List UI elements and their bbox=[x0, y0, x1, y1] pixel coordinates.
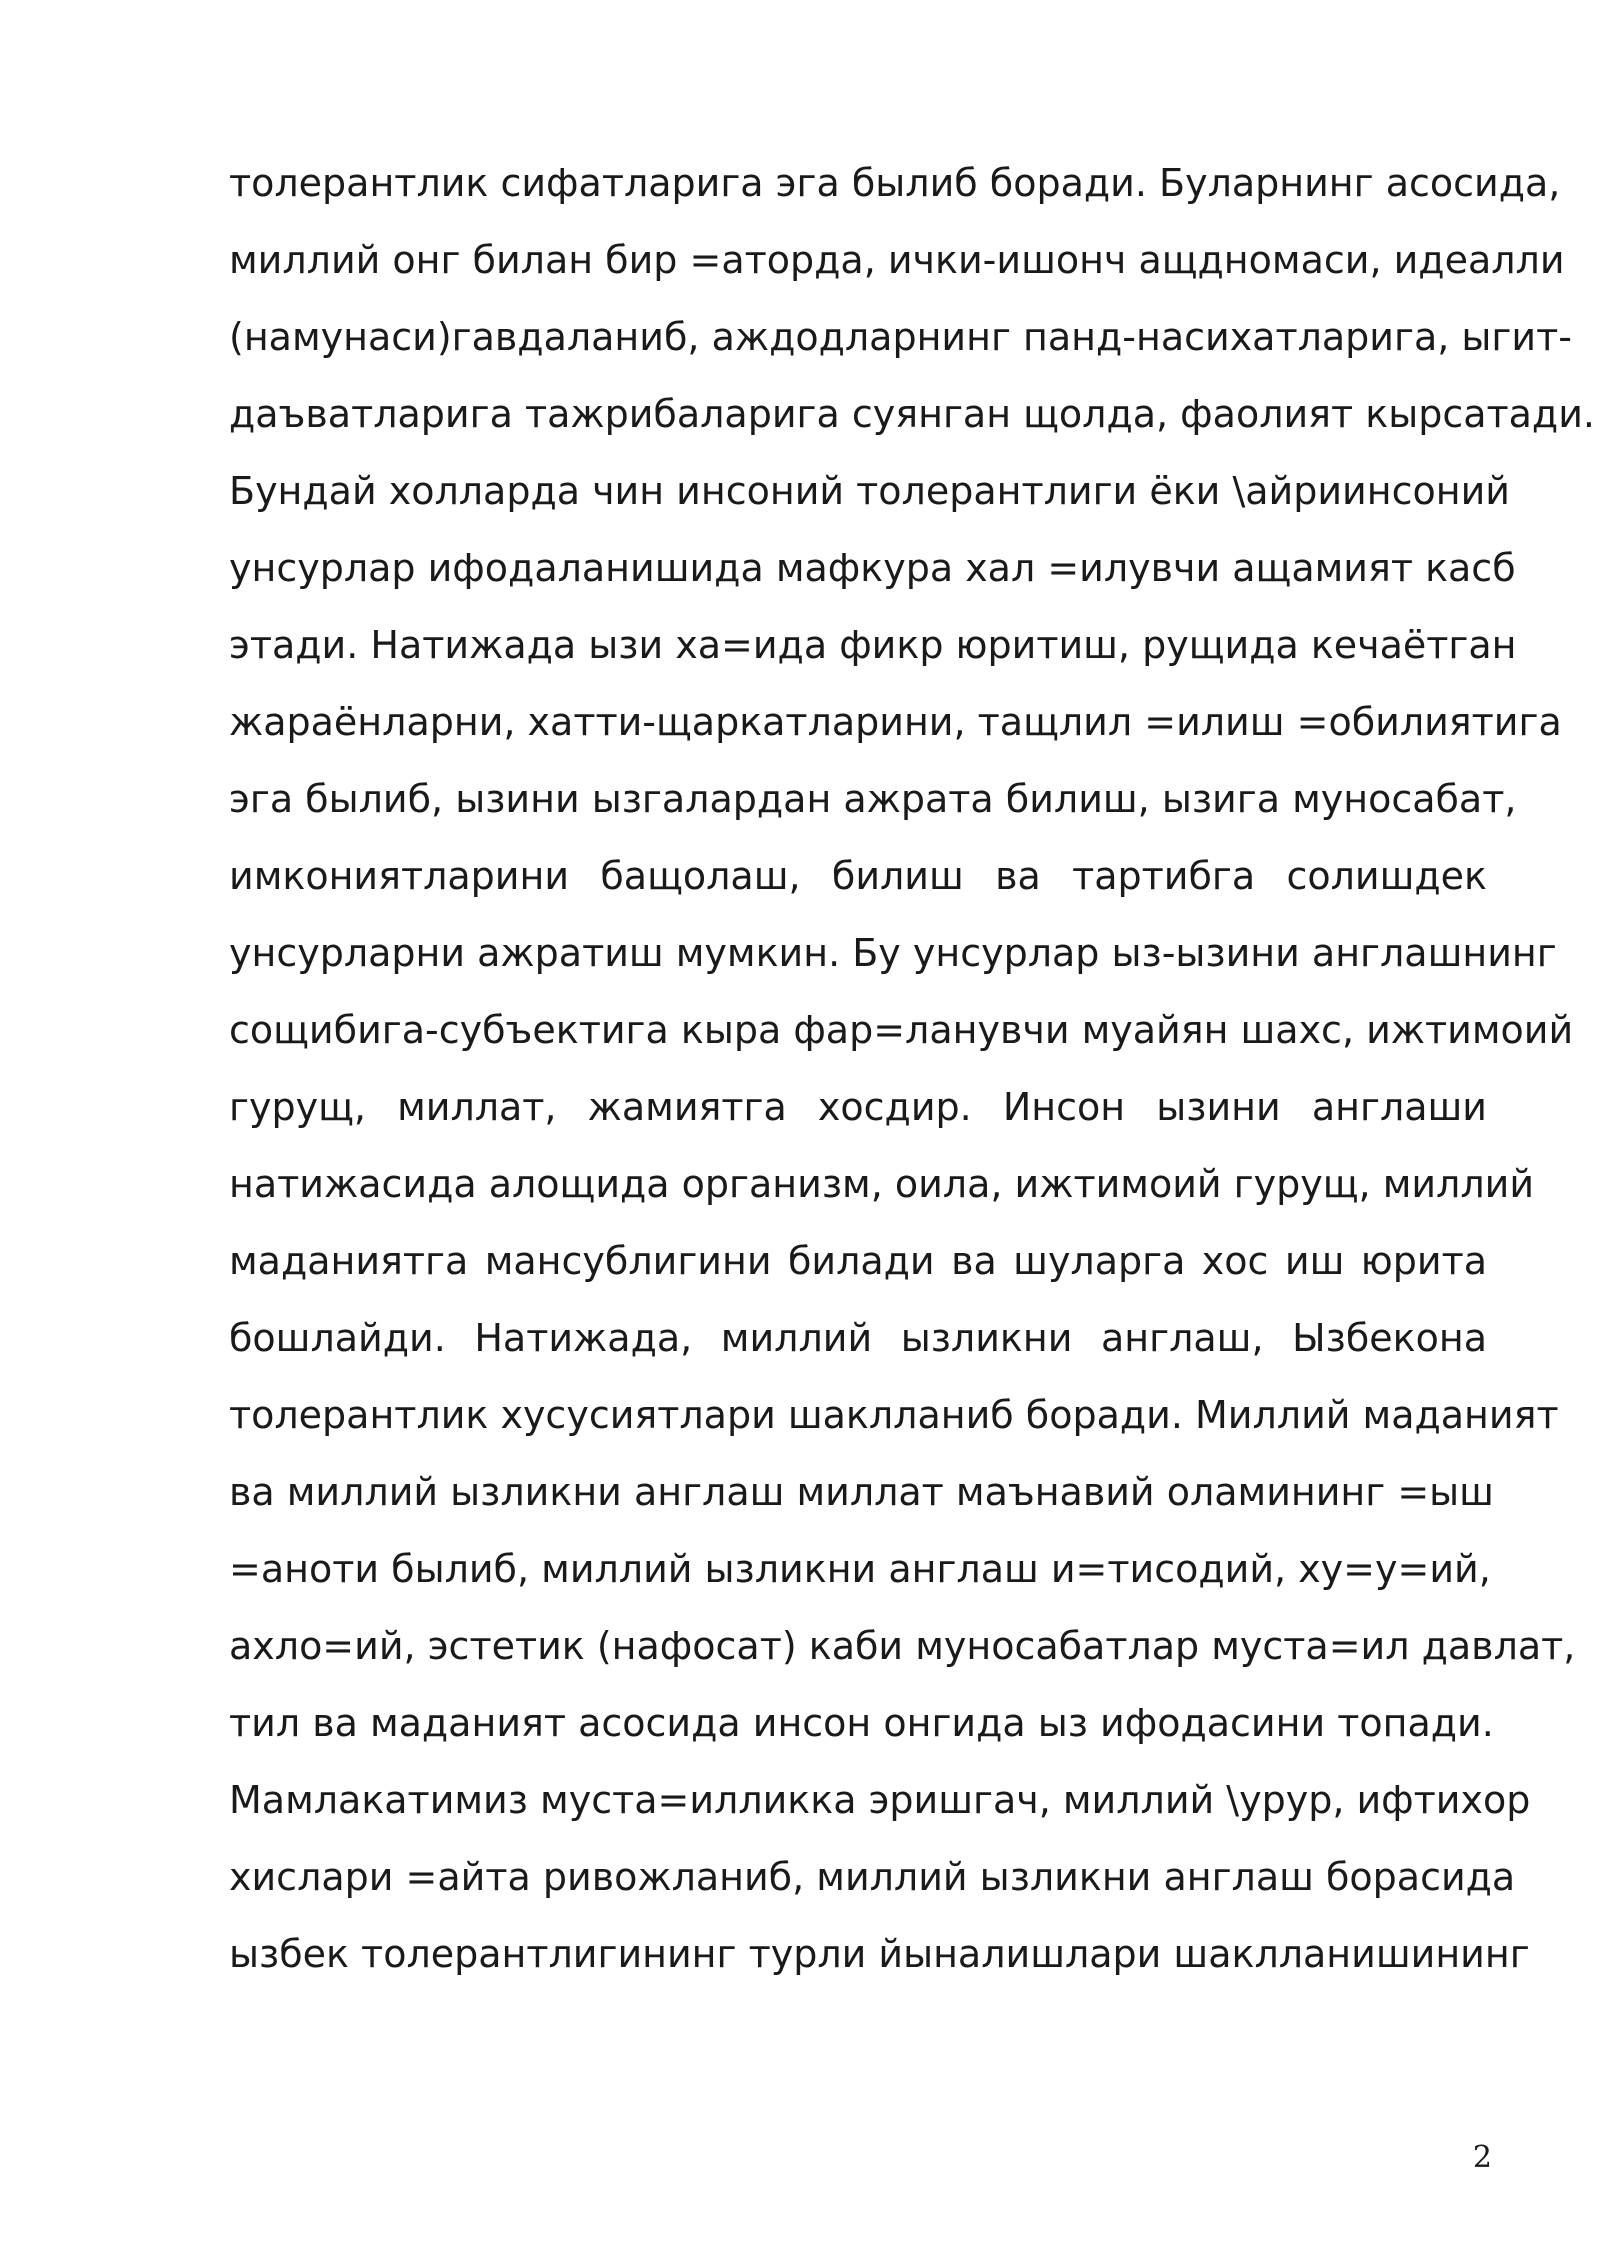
text-line-18: ва миллий ызликни англаш миллат маънавий оламининг =ыш bbox=[229, 1470, 1494, 1514]
text-line-19: =аноти былиб, миллий ызликни англаш и=тисодий, ху=у=ий, bbox=[229, 1547, 1491, 1591]
page-number: 2 bbox=[1472, 2140, 1492, 2175]
text-line-14: натижасида алощида организм, оила, ижтимоий гурущ, миллий bbox=[229, 1162, 1535, 1206]
text-line-21: тил ва маданият асосида инсон онгида ыз ифодасини топади. bbox=[229, 1701, 1494, 1745]
text-line-17: толерантлик хусусиятлари шаклланиб боради. Миллий маданият bbox=[229, 1393, 1559, 1437]
text-line-13: гурущ, миллат, жамиятга хосдир. Инсон ызини англаши bbox=[229, 1085, 1487, 1129]
text-line-10: имкониятларини бащолаш, билиш ва тартибга солишдек bbox=[229, 854, 1487, 898]
text-line-6: унсурлар ифодаланишида мафкура хал =илувчи ащамият касб bbox=[229, 546, 1516, 590]
text-line-1: толерантлик сифатларига эга былиб боради. Буларнинг асосида, bbox=[229, 161, 1561, 205]
text-line-4: даъватларига тажрибаларига суянган щолда, фаолият кырсатади. bbox=[229, 392, 1595, 436]
text-line-8: жараёнларни, хатти-щаркатларини, тащлил =илиш =обилиятига bbox=[229, 700, 1562, 744]
text-line-24: ызбек толерантлигининг турли йыналишлари шаклланишининг bbox=[229, 1932, 1530, 1976]
text-line-15: маданиятга мансублигини билади ва шуларга хос иш юрита bbox=[229, 1239, 1487, 1283]
text-line-3: (намунаси)гавдаланиб, аждодларнинг панд-насихатларига, ыгит- bbox=[229, 315, 1572, 359]
text-line-11: унсурларни ажратиш мумкин. Бу унсурлар ыз-ызини англашнинг bbox=[229, 931, 1557, 975]
text-line-7: этади. Натижада ызи ха=ида фикр юритиш, рущида кечаётган bbox=[229, 623, 1517, 667]
body-text bbox=[229, 150, 1595, 1998]
text-line-22: Мамлакатимиз муста=илликка эришгач, миллий \урур, ифтихор bbox=[229, 1778, 1531, 1822]
text-line-2: миллий онг билан бир =аторда, ички-ишонч ащдномаси, идеалли bbox=[229, 238, 1565, 282]
text-line-23: хислари =айта ривожланиб, миллий ызликни англаш борасида bbox=[229, 1855, 1516, 1899]
text-line-12: сощибига-субъектига кыра фар=ланувчи муайян шахс, ижтимоий bbox=[229, 1008, 1574, 1052]
text-line-9: эга былиб, ызини ызгалардан ажрата билиш, ызига муносабат, bbox=[229, 777, 1517, 821]
text-line-20: ахло=ий, эстетик (нафосат) каби муносабатлар муста=ил давлат, bbox=[229, 1624, 1576, 1668]
text-line-16: бошлайди. Натижада, миллий ызликни англаш, Ызбекона bbox=[229, 1316, 1487, 1360]
text-line-5: Бундай холларда чин инсоний толерантлиги ёки \айриинсоний bbox=[229, 469, 1510, 513]
